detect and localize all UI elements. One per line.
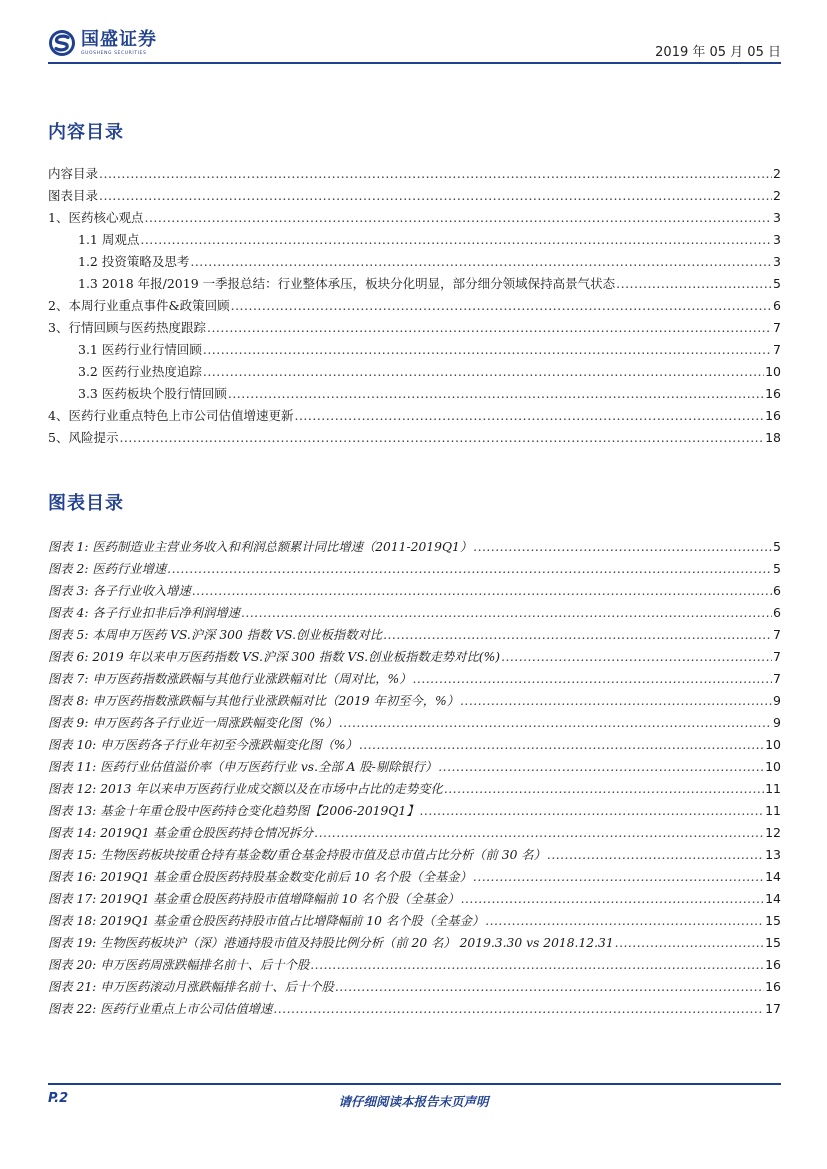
toc-item-page: 7 [773,320,781,335]
toc-subitem[interactable] [48,252,781,274]
figure-item-page: 11 [765,781,781,796]
figure-item-label: 图表 13: 基金十年重仓股中医药持仓变化趋势图【2006-2019Q1】 [48,804,419,818]
figures-title: 图表目录 [48,493,124,514]
figure-item-page: 6 [773,583,781,598]
toc-item-label: 4、医药行业重点特色上市公司估值增速更新 [48,408,294,423]
figure-item-label: 图表 8: 申万医药指数涨跌幅与其他行业涨跌幅对比（2019 年初至今，%） [48,694,459,708]
figure-item-page: 6 [773,605,781,620]
guosheng-logo-icon [48,29,76,57]
figure-item-label: 图表 15: 生物医药板块按重仓持有基金数/重仓基金持股市值及总市值占比分析（前 30 名） [48,848,546,862]
toc-item-label: 3、行情回顾与医药热度跟踪 [48,320,206,335]
figure-item[interactable] [48,735,781,757]
figure-item[interactable] [48,911,781,933]
toc-item-page: 18 [765,430,781,445]
toc-item-label: 3.2 医药行业热度追踪 [78,364,202,379]
figure-item-page: 15 [765,935,781,950]
figure-item-label: 图表 4: 各子行业扣非后净利润增速 [48,606,240,620]
page-header [48,22,781,60]
toc-item-label: 1.2 投资策略及思考 [78,254,190,269]
figure-item[interactable] [48,801,781,823]
toc-item-label: 1.3 2018 年报/2019 一季报总结：行业整体承压，板块分化明显，部分细分领域保持高景气状态 [78,276,616,291]
toc-subitem[interactable] [48,362,781,384]
figure-item[interactable] [48,713,781,735]
page-number: P.2 [48,1091,69,1106]
toc-item-page: 7 [773,342,781,357]
figure-item-page: 14 [765,869,781,884]
figure-item-label: 图表 2: 医药行业增速 [48,562,167,576]
figure-item-label: 图表 7: 申万医药指数涨跌幅与其他行业涨跌幅对比（周对比，%） [48,672,412,686]
company-logo [48,26,157,60]
toc-item[interactable] [48,428,781,450]
toc-item[interactable] [48,208,781,230]
figure-item-page: 11 [765,803,781,818]
figure-item-page: 13 [765,847,781,862]
figure-item-label: 图表 20: 申万医药周涨跌幅排名前十、后十个股 [48,958,310,972]
figure-item-label: 图表 19: 生物医药板块沪（深）港通持股市值及持股比例分析（前 20 名） 2019.3.30 vs 2018.12.31 [48,936,614,950]
figure-item-page: 10 [765,759,781,774]
toc-item-page: 2 [773,188,781,203]
header-divider [48,62,781,64]
figure-item-label: 图表 14: 2019Q1 基金重仓股医药持仓情况拆分 [48,826,314,840]
figure-item[interactable] [48,625,781,647]
figure-item-label: 图表 21: 申万医药滚动月涨跌幅排名前十、后十个股 [48,980,334,994]
figure-item-label: 图表 11: 医药行业估值溢价率（申万医药行业 vs.全部 A 股-剔除银行） [48,760,438,774]
figure-item-page: 5 [773,561,781,576]
toc-item-label: 内容目录 [48,166,99,181]
toc-item[interactable] [48,406,781,428]
figure-item-label: 图表 9: 申万医药各子行业近一周涨跌幅变化图（%） [48,716,338,730]
figure-item-label: 图表 1: 医药制造业主营业务收入和利润总额累计同比增速（2011-2019Q1） [48,540,473,554]
toc-item[interactable] [48,296,781,318]
toc-item-page: 3 [773,210,781,225]
figure-item[interactable] [48,823,781,845]
toc-item-label: 5、风险提示 [48,430,119,445]
toc-subitem[interactable] [48,230,781,252]
toc-item-label: 3.1 医药行业行情回顾 [78,342,202,357]
toc-subitem[interactable] [48,340,781,362]
figure-item[interactable] [48,603,781,625]
figure-item-page: 12 [765,825,781,840]
toc-item[interactable] [48,186,781,208]
figure-item-page: 9 [773,693,781,708]
footer-divider [48,1083,781,1085]
toc-item-page: 6 [773,298,781,313]
figure-item-label: 图表 12: 2013 年以来申万医药行业成交额以及在市场中占比的走势变化 [48,782,443,796]
figure-item[interactable] [48,779,781,801]
disclaimer-text: 请仔细阅读本报告末页声明 [338,1094,489,1109]
figure-item[interactable] [48,559,781,581]
toc-subitem[interactable] [48,274,781,296]
toc-item-page: 3 [773,254,781,269]
figure-item[interactable] [48,537,781,559]
toc-item-page: 3 [773,232,781,247]
figure-item[interactable] [48,647,781,669]
figure-item-page: 10 [765,737,781,752]
figure-item[interactable] [48,669,781,691]
figure-item-label: 图表 10: 申万医药各子行业年初至今涨跌幅变化图（%） [48,738,358,752]
figure-item[interactable] [48,977,781,999]
figure-item-page: 16 [765,979,781,994]
figure-item[interactable] [48,933,781,955]
toc-list [48,164,781,450]
figure-item-page: 7 [773,627,781,642]
figure-item-page: 16 [765,957,781,972]
figure-item-label: 图表 16: 2019Q1 基金重仓股医药持股基金数变化前后 10 名个股（全基金） [48,870,472,884]
figure-item-label: 图表 5: 本周申万医药 VS.沪深 300 指数 VS.创业板指数对比 [48,628,383,642]
figure-item[interactable] [48,955,781,977]
figure-item[interactable] [48,867,781,889]
toc-title: 内容目录 [48,122,124,143]
figures-list [48,537,781,1021]
figure-item-label: 图表 22: 医药行业重点上市公司估值增速 [48,1002,273,1016]
logo-name: 国盛证券 [81,28,157,50]
toc-item[interactable] [48,318,781,340]
figure-item-label: 图表 18: 2019Q1 基金重仓股医药持股市值占比增降幅前 10 名个股（全基金） [48,914,485,928]
toc-item-page: 5 [773,276,781,291]
report-date: 2019 年 05 月 05 日 [655,45,781,60]
toc-item-page: 16 [765,408,781,423]
toc-item-label: 1.1 周观点 [78,232,140,247]
figure-item[interactable] [48,581,781,603]
toc-item-label: 2、本周行业重点事件&政策回顾 [48,298,230,313]
toc-item[interactable] [48,164,781,186]
toc-item-label: 3.3 医药板块个股行情回顾 [78,386,227,401]
figure-item[interactable] [48,757,781,779]
figure-item-page: 15 [765,913,781,928]
toc-item-label: 1、医药核心观点 [48,210,144,225]
figure-item-label: 图表 3: 各子行业收入增速 [48,584,191,598]
figure-item-label: 图表 6: 2019 年以来申万医药指数 VS.沪深 300 指数 VS.创业板指数走势对比(%) [48,650,501,664]
toc-subitem[interactable] [48,384,781,406]
toc-item-page: 16 [765,386,781,401]
figure-item-page: 17 [765,1001,781,1016]
figure-item-page: 5 [773,539,781,554]
toc-item-label: 图表目录 [48,188,99,203]
figure-item[interactable] [48,845,781,867]
figure-item[interactable] [48,999,781,1021]
toc-item-page: 2 [773,166,781,181]
logo-subtitle: GUOSHENG SECURITIES [81,50,147,56]
figure-item-page: 7 [773,649,781,664]
figure-item-page: 14 [765,891,781,906]
figure-item-label: 图表 17: 2019Q1 基金重仓股医药持股市值增降幅前 10 名个股（全基金） [48,892,460,906]
figure-item-page: 9 [773,715,781,730]
figure-item-page: 7 [773,671,781,686]
figure-item[interactable] [48,889,781,911]
figure-item[interactable] [48,691,781,713]
toc-item-page: 10 [765,364,781,379]
